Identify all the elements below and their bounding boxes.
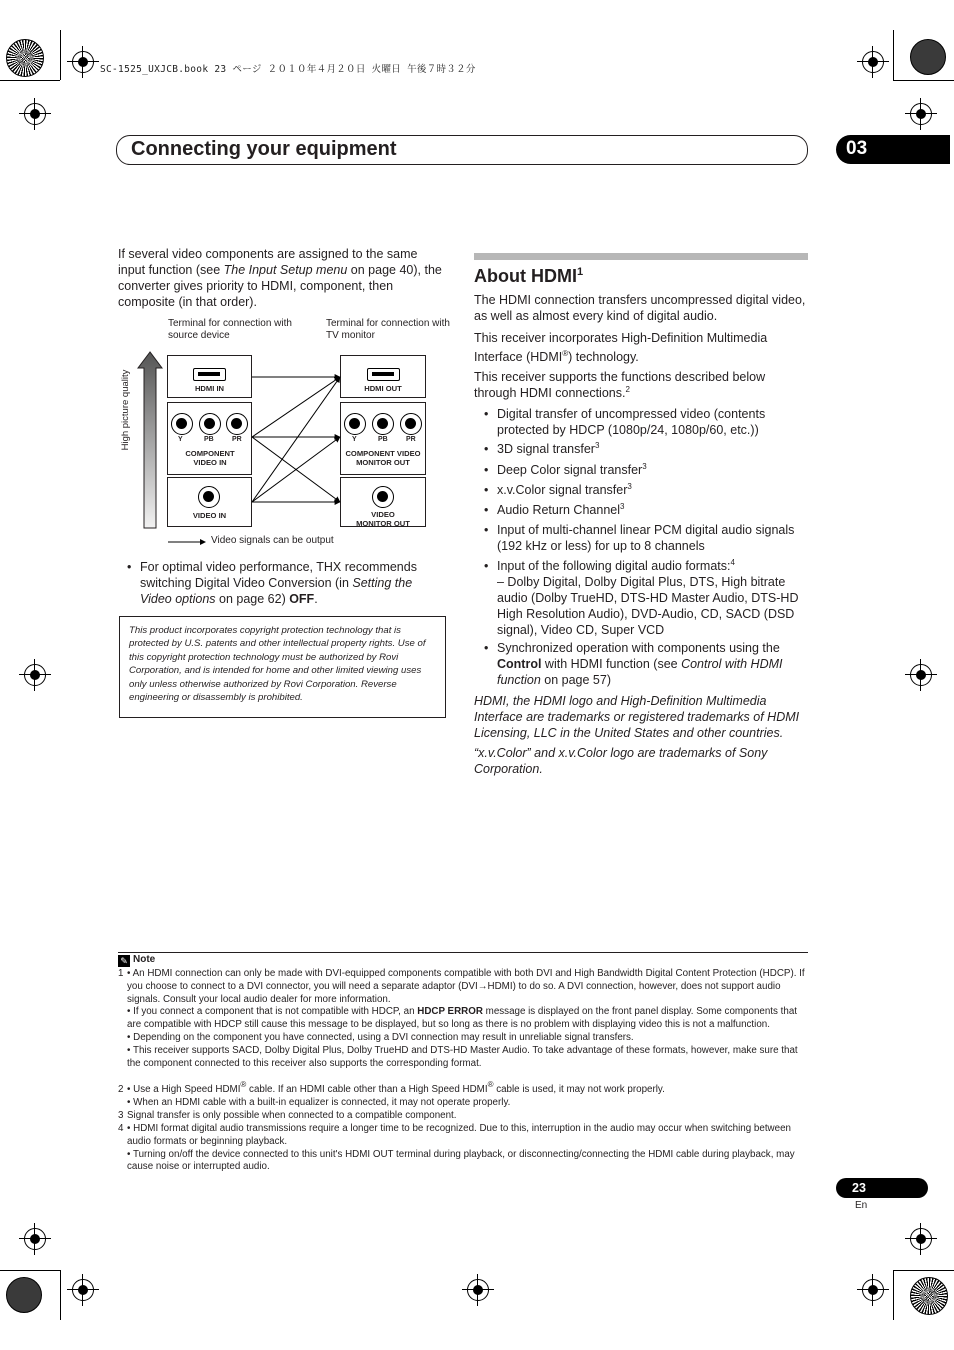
pencil-icon: ✎ — [118, 955, 130, 967]
quality-arrow — [136, 350, 166, 530]
formats-list: – Dolby Digital, Dolby Digital Plus, DTS, High bitrate audio (Dolby TrueHD, DTS-HD Master Audio, DTS-HD High Resolution Audio), DVD-Audio, CD, SACD (DSD signal), Video CD, Super VCD — [497, 575, 799, 637]
video-out-label: VIDEO MONITOR OUT — [356, 510, 410, 528]
copyright-notice-box — [119, 616, 446, 718]
trademark-xvcolor: “x.v.Color” and x.v.Color logo are trademarks of Sony Corporation. — [474, 746, 768, 776]
list-item: • Input of multi-channel linear PCM digital audio signals (192 kHz or less) for up to 8 channels — [497, 522, 808, 554]
registration-target-icon — [6, 39, 44, 77]
crosshair-icon — [24, 103, 46, 125]
source-terminal-label: Terminal for connection with source device — [168, 318, 292, 341]
trademark-hdmi: HDMI, the HDMI logo and High-Definition Multimedia Interface are trademarks or registered trademarks of HDMI Licensing, LLC in the United States and other countries. — [474, 694, 800, 740]
rca-jack-icon — [400, 413, 422, 435]
file-meta: SC-1525_UXJCB.book 23 ページ ２０１０年４月２０日 火曜日 午後７時３２分 — [100, 64, 476, 75]
rca-jack-icon — [372, 486, 394, 508]
rca-jack-icon — [199, 413, 221, 435]
list-item: • x.v.Color signal transfer$^3$ — [497, 482, 808, 498]
hdmi-out-box — [340, 355, 426, 398]
section-header — [116, 135, 808, 165]
section-title: Connecting your equipment — [131, 138, 397, 160]
registration-target-icon — [910, 1277, 948, 1315]
language-code: En — [855, 1200, 868, 1211]
thx-bullet: • For optimal video performance, THX recommends switching Digital Video Conversion (in Setting the Video options on page 62) OFF. — [140, 559, 446, 607]
hdmi-out-label: HDMI OUT — [364, 384, 402, 393]
crosshair-icon — [910, 103, 932, 125]
about-hdmi-heading: About HDMI$^1$ — [474, 266, 584, 286]
crosshair-icon — [910, 664, 932, 686]
component-in-box: Y PB PR COMPONENT VIDEO IN — [167, 402, 252, 475]
note-divider — [118, 952, 808, 953]
hdmi-in-label: HDMI IN — [194, 384, 225, 393]
component-out-box: Y PB PR COMPONENT VIDEO MONITOR OUT — [340, 402, 426, 475]
hdmi-port-icon — [193, 368, 226, 381]
control-hdmi-link: Control with HDMI function — [497, 657, 783, 687]
video-options-link: Setting the Video options — [140, 576, 413, 606]
crosshair-icon — [862, 51, 884, 73]
list-item: • Deep Color signal transfer$^3$ — [497, 462, 808, 478]
crosshair-icon — [24, 1228, 46, 1250]
chapter-tab — [836, 135, 950, 164]
crosshair-icon — [467, 1279, 489, 1301]
rca-jack-icon — [372, 413, 394, 435]
note-heading: ✎ Note — [118, 954, 155, 967]
legend-label: Video signals can be output — [211, 535, 334, 546]
component-out-label: COMPONENT VIDEO MONITOR OUT — [345, 449, 421, 467]
crosshair-icon — [72, 1279, 94, 1301]
arrow-icon: → — [477, 980, 488, 992]
page-number-tab — [836, 1178, 928, 1198]
legend-arrow-icon — [168, 537, 208, 547]
list-item: • 3D signal transfer$^3$ — [497, 441, 808, 457]
list-item: • Synchronized operation with components using the Control with HDMI function (see Control with HDMI function on page 57) — [497, 640, 808, 688]
list-item: • Input of the following digital audio formats:$^4$ – Dolby Digital, Dolby Digital Plus, DTS, High bitrate audio (Dolby TrueHD, DTS-HD Master Audio, DTS-HD High Resolution Audio), DVD-Audio, CD, SACD (DSD signal), Video CD, Super VCD — [497, 558, 808, 638]
list-item: • Audio Return Channel$^3$ — [497, 502, 808, 518]
crosshair-icon — [24, 664, 46, 686]
copyright-notice: This product incorporates copyright protection technology that is protected by U.S. patents and other intellectual property rights. Use of this copyright protection technology must be authorized by Rovi Corporation, and is intended for home and other limited viewing uses only unless otherwise authorized by Rovi Corporation. Reverse engineering or disassembly is prohibited. — [129, 625, 426, 704]
page-number: 23 — [852, 1181, 866, 1195]
intro-paragraph: If several video components are assigned to the same input function (see The Input Setup menu on page 40), the converter gives priority to HDMI, component, then composite (in that order). — [118, 247, 442, 309]
component-in-label: COMPONENT VIDEO IN — [185, 449, 235, 467]
rca-jack-icon — [171, 413, 193, 435]
quality-label: High picture quality — [120, 369, 131, 451]
video-out-box — [340, 477, 426, 527]
rca-jack-icon — [198, 486, 220, 508]
rca-jack-icon — [344, 413, 366, 435]
video-in-box — [167, 477, 252, 527]
hdmi-paragraph-1: The HDMI connection transfers uncompressed digital video, as well as almost every kind of digital audio. — [474, 293, 806, 323]
tv-terminal-label: Terminal for connection with TV monitor — [326, 318, 450, 341]
section-divider — [474, 253, 808, 260]
list-item: • Digital transfer of uncompressed video (contents protected by HDCP (1080p/24, 1080p/60, etc.)) — [497, 406, 808, 438]
hdmi-port-icon — [367, 368, 400, 381]
signal-arrows — [252, 355, 342, 535]
hdmi-paragraph-3: This receiver supports the functions described below through HDMI connections.$^2$ — [474, 370, 766, 400]
hdmi-in-box — [167, 355, 252, 398]
rca-jack-icon — [226, 413, 248, 435]
video-in-label: VIDEO IN — [192, 511, 227, 520]
hdmi-paragraph-2: This receiver incorporates High-Definition Multimedia Interface (HDMI®) technology. — [474, 331, 768, 364]
crosshair-icon — [910, 1228, 932, 1250]
registration-target-icon — [910, 39, 946, 75]
registration-target-icon — [6, 1277, 42, 1313]
crosshair-icon — [72, 51, 94, 73]
input-setup-link: The Input Setup menu — [223, 263, 348, 277]
chapter-number: 03 — [846, 138, 868, 159]
crosshair-icon — [862, 1279, 884, 1301]
